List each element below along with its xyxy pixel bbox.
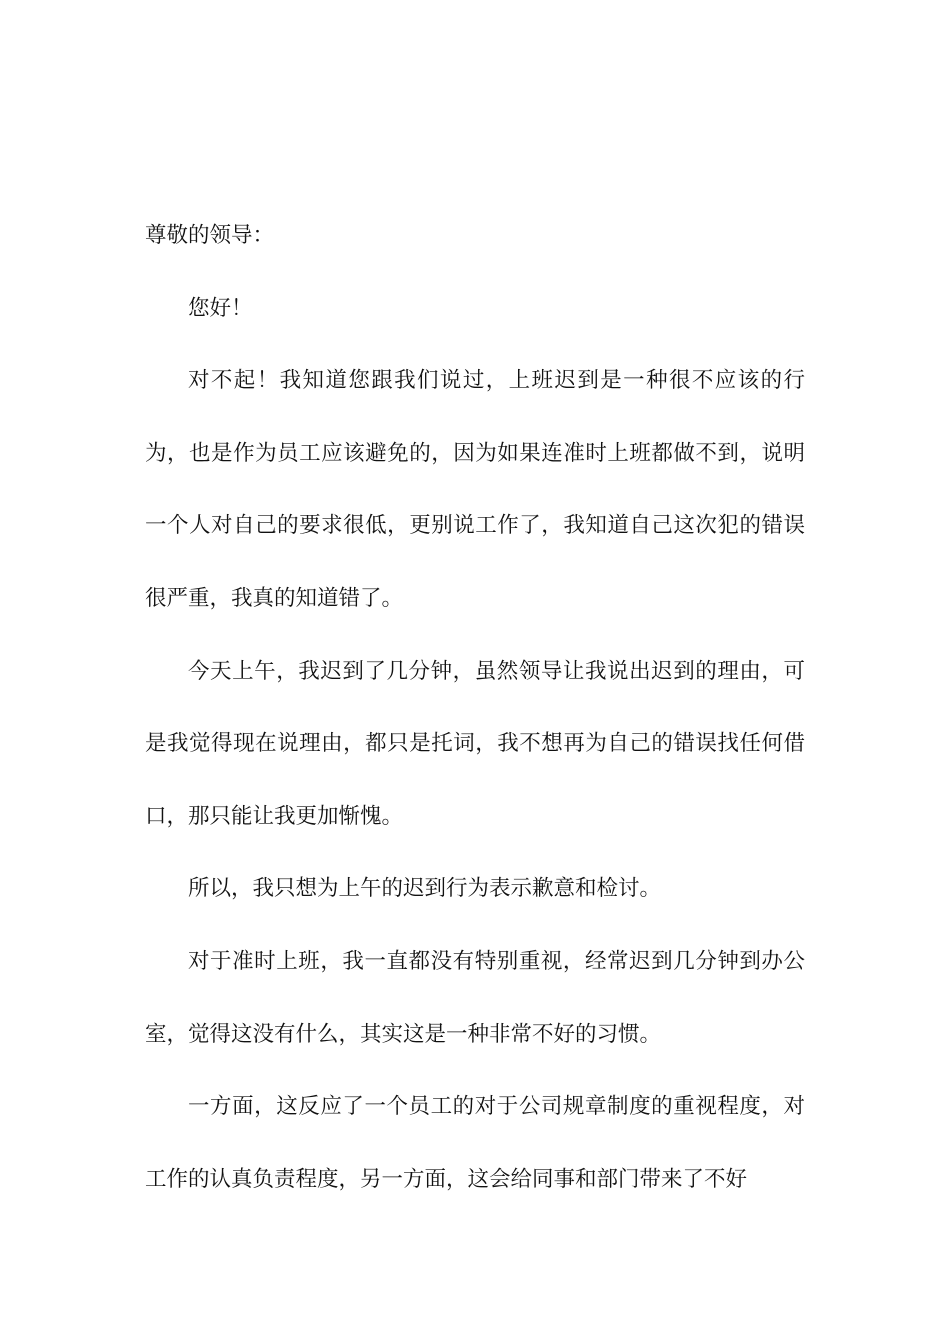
paragraph-habit: 对于准时上班，我一直都没有特别重视，经常迟到几分钟到办公室，觉得这没有什么，其实这是一种非常不好的习惯。	[145, 948, 805, 1047]
salutation: 尊敬的领导：	[145, 223, 275, 248]
paragraph-greeting: 您好！	[188, 295, 253, 321]
paragraph-impact: 一方面，这反应了一个员工的对于公司规章制度的重视程度，对工作的认真负责程度，另一方面，这会给同事和部门带来了不好	[145, 1094, 805, 1192]
paragraph-regret: 所以，我只想为上午的迟到行为表示歉意和检讨。	[188, 876, 662, 902]
paragraph-incident: 今天上午，我迟到了几分钟，虽然领导让我说出迟到的理由，可是我觉得现在说理由，都只是托词，我不想再为自己的错误找任何借口，那只能让我更加惭愧。	[145, 658, 805, 829]
document-body	[145, 200, 805, 1216]
paragraph-apology: 对不起！我知道您跟我们说过，上班迟到是一种很不应该的行为，也是作为员工应该避免的，因为如果连准时上班都做不到，说明一个人对自己的要求很低，更别说工作了，我知道自己这次犯的错误很严重，我真的知道错了。	[145, 368, 805, 611]
